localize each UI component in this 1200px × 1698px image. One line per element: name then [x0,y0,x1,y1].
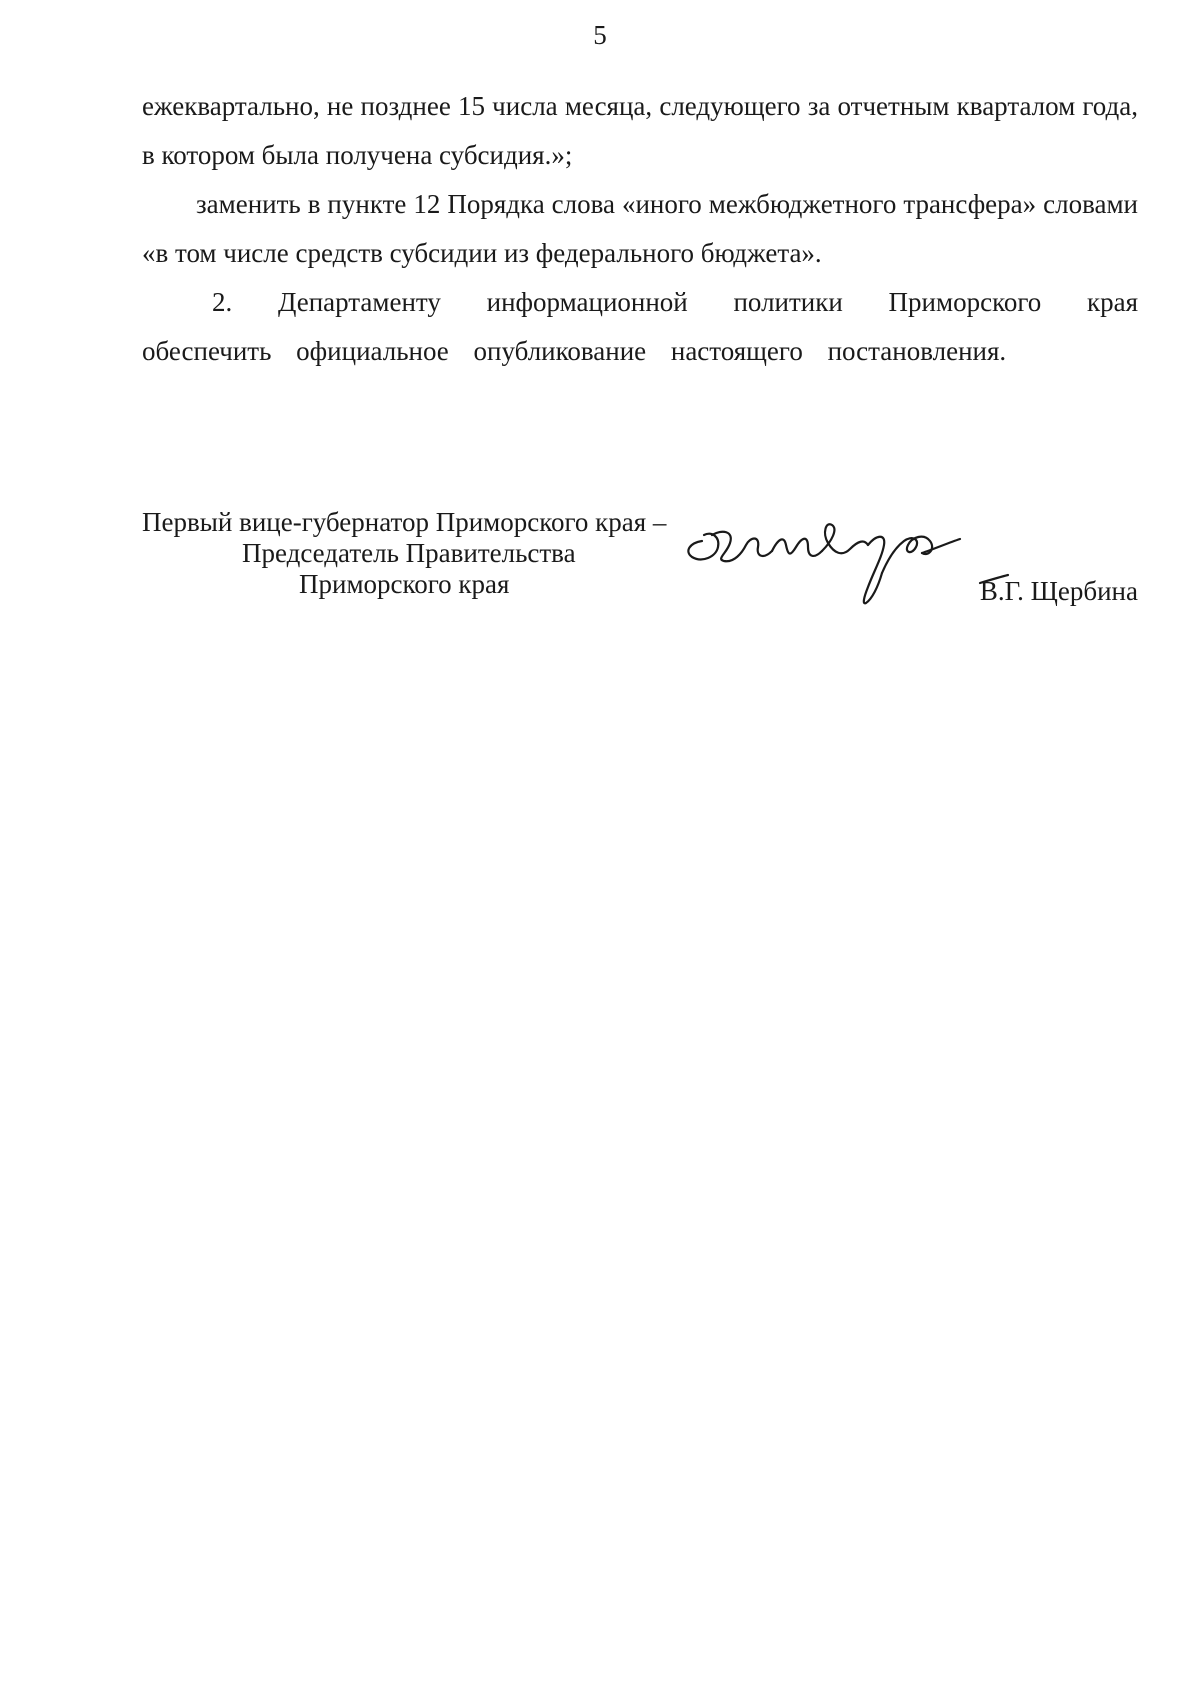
signature-block [142,507,1138,617]
paragraph-continuation: ежеквартально, не позднее 15 числа месяца, следующего за отчетным кварталом года, в котором была получена субсидия.»; [142,91,1138,170]
signer-title-line-2: Председатель Правительства [242,538,576,568]
signer-name: В.Г. Щербина [979,576,1138,606]
paragraph-amendment: заменить в пункте 12 Порядка слова «иного межбюджетного трансфера» словами «в том числе средств субсидии из федерального бюджета». [142,189,1138,268]
signer-title-line-3: Приморского края [299,569,510,599]
handwritten-signature [672,499,1012,624]
document-body [142,82,1138,376]
signer-title-line-1: Первый вице-губернатор Приморского края – [142,507,667,537]
page-number: 5 [593,20,607,50]
paragraph-item-2: 2. Департаменту информационной политики Приморского края обеспечить официальное опубликование настоящего постановления. [142,287,1138,366]
